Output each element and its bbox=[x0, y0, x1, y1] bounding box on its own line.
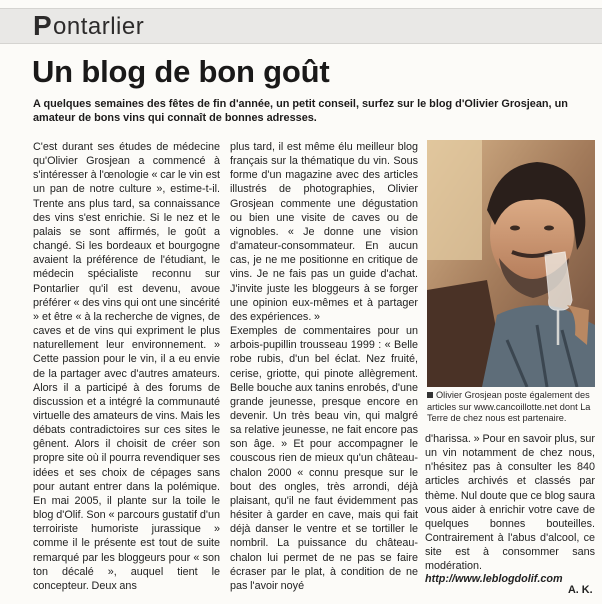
body-paragraph: d'harissa. » Pour en savoir plus, sur un vin notamment de chez nous, n'hésitez pas à consulter les 840 articles archivés et classés par thème. Nul doute que ce blog saura vous aider à enrichir votre cave de quelques bonnes bouteilles. Contrairement à l'abus d'alcool, ce site est à consommer sans modération. bbox=[425, 433, 595, 573]
caption-bullet-icon bbox=[427, 392, 433, 398]
body-column-3 bbox=[425, 432, 595, 574]
caption-text: Olivier Grosjean poste également des articles sur www.cancoillotte.net dont La Terre de chez nous est partenaire. bbox=[427, 390, 591, 424]
body-paragraph: plus tard, il est même élu meilleur blog français sur la thématique du vin. Sous forme d'un magazine avec des articles illustrés de photographies, Olivier Grosjean commente une dégustation ou bien une visite de caves ou de vignobles. « Je donne une vision d'amateur-consommateur. En aucun cas, je ne me positionne en critique de vins. Je ne fais pas un guide d'achat. J'invite juste les bloggeurs à se forger une opinion eux-mêmes et à partager des expériences. » bbox=[230, 141, 418, 323]
eye-left bbox=[510, 226, 520, 231]
body-column-1 bbox=[33, 140, 220, 593]
body-column-2 bbox=[230, 140, 418, 593]
portrait-photo bbox=[427, 140, 595, 387]
section-title: ontarlier bbox=[53, 13, 145, 40]
photo-caption bbox=[427, 390, 595, 425]
blog-url-link[interactable]: http://www.leblogdolif.com bbox=[425, 573, 563, 585]
portrait-illustration bbox=[427, 140, 595, 387]
body-paragraph: Exemples de commentaires pour un arbois-pupillin trousseau 1999 : « Belle robe rubis, d'un bel éclat. Nez fruité, cerise, griotte, qui pinote allègrement. Belle bouche aux tanins enrobés, d'une grande jeunesse, presque encore en devenir. Un très beau vin, qui malgré sa relative jeunesse, ne fait encore pas son âge. » Et pour accompagner le couscous rien de mieux qu'un château-chalon 2000 « connu presque sur le bout des ongles, très arrondi, déjà plaisant, qu'il ne faut évidemment pas hésiter à garder en cave, mais qui fait déjà danser le ventre et se tortiller le nombril. La puissance du château-chalon lui permet de ne pas se faire écraser par le plat, à condition de ne pas l'avoir noyé bbox=[230, 325, 418, 592]
section-title-initial: P bbox=[33, 10, 52, 41]
body-paragraph: C'est durant ses études de médecine qu'Olivier Grosjean a commencé à s'intéresser à l'œnologie « car le vin est un pan de notre culture », estime-t-il. Trente ans plus tard, sa connaissance des vins s'est enrichie. Si le nez et le palais se sont affirmés, le goût a changé. Si les bordeaux et bourgogne avaient la préférence de l'étudiant, le médecin spécialiste reconnu sur Pontarlier qu'il est devenu, avoue préférer « des vins qui ont une sincérité » et être « à la recherche de vignes, de caves et de vins qui expriment le plus naturellement leur environnement. » Cette passion pour le vin, il a eu envie de la partager avec d'autres amateurs. Alors il a participé à des forums de discussion et a intégré la communauté virtuelle des amateurs de vins. Mais les débats contradictoires sur ces sites le gênent. Alors il choisit de créer son propre site où il pourra revendiquer ses idées et ses choix de cépages sans pour autant entrer dans la polémique. En mai 2005, il plante sur la toile le blog d'Olif. Son « parcours gustatif d'un terroiriste humoriste jurassique » comme il le présente est tout de suite remarqué par les bloggeurs pour « son ton décalé », auquel tient le concepteur. Deux ans bbox=[33, 141, 220, 592]
eye-right bbox=[544, 226, 554, 231]
author-signature: A. K. bbox=[568, 584, 593, 596]
article-headline: Un blog de bon goût bbox=[32, 54, 330, 89]
article-standfirst: A quelques semaines des fêtes de fin d'année, un petit conseil, surfez sur le blog d'Olivier Grosjean, un amateur de bons vins qui connaît de bonnes adresses. bbox=[33, 98, 568, 124]
window-light bbox=[427, 140, 482, 260]
